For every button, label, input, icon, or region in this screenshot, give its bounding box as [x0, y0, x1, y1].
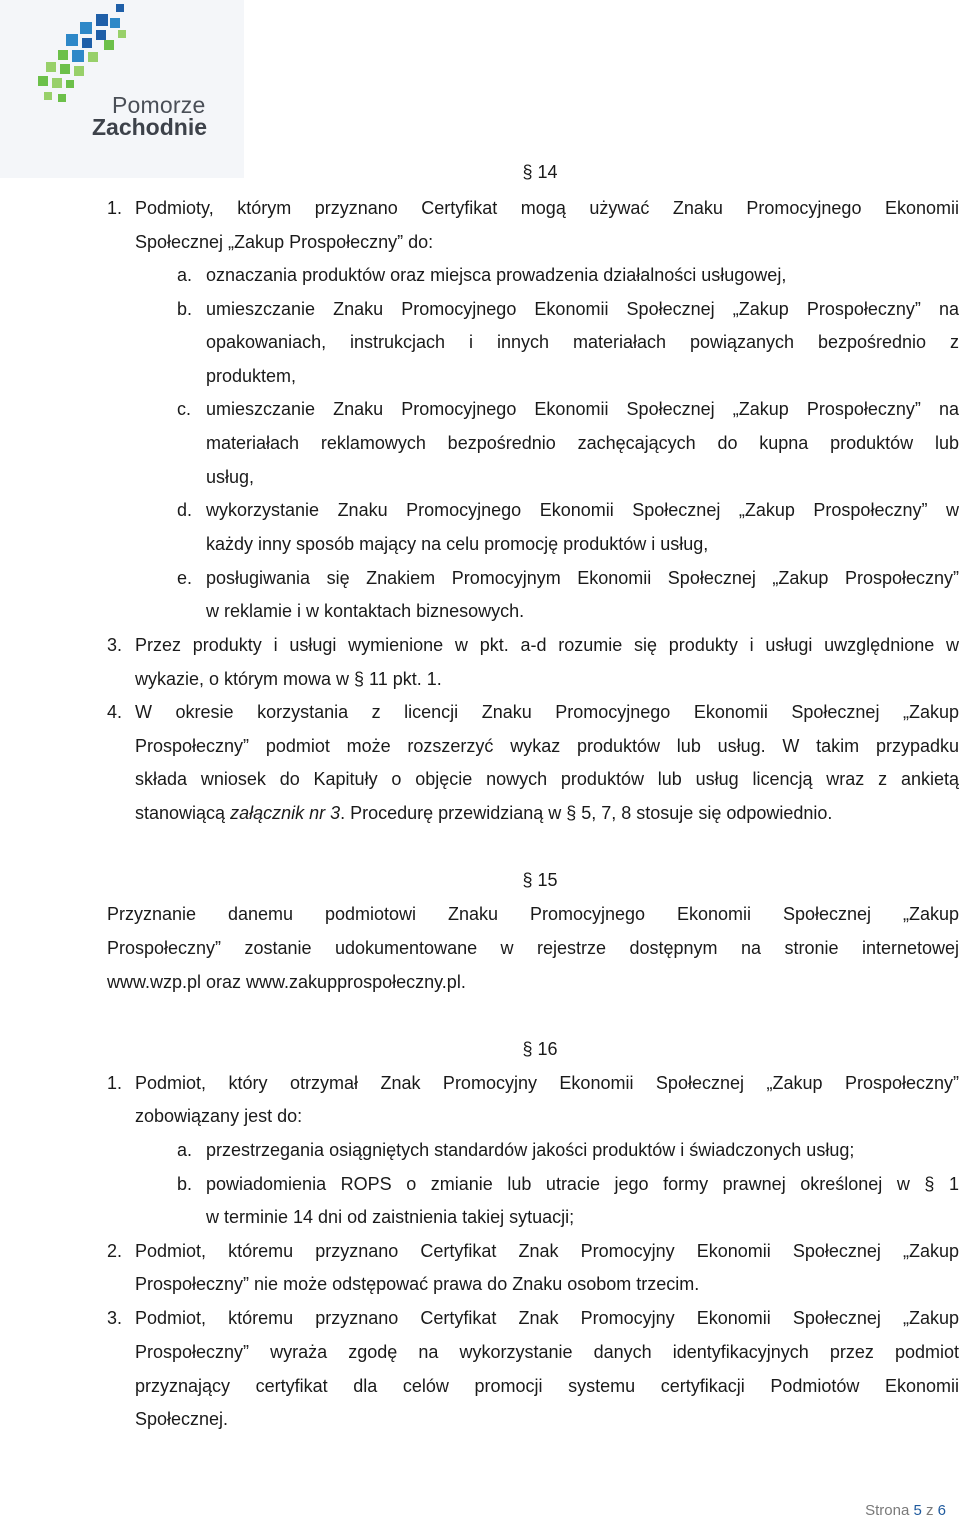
paragraph-line: Prospołeczny” nie może odstępować prawa do Znaku osobom trzecim.: [135, 1274, 700, 1294]
paragraph-line: w reklamie i w kontaktach biznesowych.: [206, 601, 525, 621]
total-pages-number: 6: [937, 1502, 946, 1519]
item-number: 2.: [107, 1241, 123, 1261]
item-number: 3.: [107, 635, 123, 655]
paragraph-line: zobowiązany jest do:: [135, 1106, 303, 1126]
item-letter: a.: [177, 1140, 193, 1160]
paragraph-line: materiałach reklamowych bezpośrednio zachęcających do kupna produktów lub: [206, 433, 959, 453]
paragraph-line: Podmioty, którym przyznano Certyfikat mogą używać Znaku Promocyjnego Ekonomii: [135, 198, 959, 218]
section-15-heading: § 15: [522, 870, 558, 890]
paragraph-line: Prospołeczny” podmiot może rozszerzyć wykaz produktów lub usług. W takim przypadku: [135, 736, 959, 756]
item-number: 4.: [107, 702, 123, 722]
paragraph-line: Podmiot, który otrzymał Znak Promocyjny Ekonomii Społecznej „Zakup Prospołeczny”: [135, 1073, 959, 1093]
item-letter: d.: [177, 500, 193, 520]
item-letter: e.: [177, 568, 193, 588]
paragraph-line: opakowaniach, instrukcjach i innych materiałach powiązanych bezpośrednio z: [206, 332, 959, 352]
paragraph-line: Przez produkty i usługi wymienione w pkt. a-d rozumie się produkty i usługi uwzględnione w: [135, 635, 959, 655]
paragraph-line: [135, 802, 832, 824]
paragraph-line: Prospołeczny” wyraża zgodę na wykorzystanie danych identyfikacyjnych przez podmiot: [135, 1342, 959, 1362]
paragraph-line: oznaczania produktów oraz miejsca prowadzenia działalności usługowej,: [206, 265, 787, 285]
paragraph-line: umieszczanie Znaku Promocyjnego Ekonomii Społecznej „Zakup Prospołeczny” na: [206, 299, 959, 319]
section-16-heading: § 16: [522, 1039, 558, 1059]
paragraph-line: W okresie korzystania z licencji Znaku Promocyjnego Ekonomii Społecznej „Zakup: [135, 702, 959, 722]
item-letter: b.: [177, 1174, 193, 1194]
section-14-heading: § 14: [522, 162, 558, 182]
paragraph-line: usług,: [206, 467, 255, 487]
text-run: stanowiącą: [135, 803, 231, 823]
paragraph-line: posługiwania się Znakiem Promocyjnym Ekonomii Społecznej „Zakup Prospołeczny”: [206, 568, 959, 588]
logo-mark-icon: [0, 0, 244, 178]
text-run: . Procedurę przewidzianą w § 5, 7, 8 stosuje się odpowiednio.: [340, 803, 833, 823]
paragraph-line: składa wniosek do Kapituły o objęcie nowych produktów lub usług licencją wraz z ankietą: [135, 769, 959, 789]
paragraph-line: umieszczanie Znaku Promocyjnego Ekonomii Społecznej „Zakup Prospołeczny” na: [206, 399, 959, 419]
paragraph-line: wykorzystanie Znaku Promocyjnego Ekonomii Społecznej „Zakup Prospołeczny” w: [206, 500, 959, 520]
paragraph-line: Podmiot, któremu przyznano Certyfikat Znak Promocyjny Ekonomii Społecznej „Zakup: [135, 1308, 959, 1328]
footer-separator: z: [921, 1502, 938, 1519]
attachment-reference: załącznik nr 3: [230, 803, 341, 823]
item-number: 3.: [107, 1308, 123, 1328]
paragraph-line: Podmiot, któremu przyznano Certyfikat Znak Promocyjny Ekonomii Społecznej „Zakup: [135, 1241, 959, 1261]
logo-text-line2: Zachodnie: [92, 114, 208, 140]
logo-text-line1: Pomorze: [112, 92, 206, 118]
paragraph-line: www.wzp.pl oraz www.zakupprospołeczny.pl.: [107, 972, 466, 992]
item-number: 1.: [107, 1073, 123, 1093]
item-letter: c.: [177, 399, 192, 419]
paragraph-line: powiadomienia ROPS o zmianie lub utracie jego formy prawnej określonej w § 1: [206, 1174, 959, 1194]
paragraph-line: produktem,: [206, 366, 297, 386]
footer-prefix: Strona: [865, 1502, 914, 1519]
paragraph-line: każdy inny sposób mający na celu promocję produktów i usług,: [206, 534, 709, 554]
item-letter: b.: [177, 299, 193, 319]
item-letter: a.: [177, 265, 193, 285]
paragraph-line: wykazie, o którym mowa w § 11 pkt. 1.: [135, 669, 442, 689]
paragraph-line: Społecznej „Zakup Prospołeczny” do:: [135, 232, 434, 252]
paragraph-line: Społecznej.: [135, 1409, 229, 1429]
paragraph-line: przyznający certyfikat dla celów promocji systemu certyfikacji Podmiotów Ekonomii: [135, 1376, 959, 1396]
logo: [0, 0, 244, 178]
paragraph-line: przestrzegania osiągniętych standardów jakości produktów i świadczonych usług;: [206, 1140, 855, 1160]
current-page-number: 5: [913, 1502, 922, 1519]
page-footer: [865, 1502, 946, 1519]
paragraph-line: Prospołeczny” zostanie udokumentowane w rejestrze dostępnym na stronie internetowej: [107, 938, 959, 958]
item-number: 1.: [107, 198, 123, 218]
paragraph-line: Przyznanie danemu podmiotowi Znaku Promocyjnego Ekonomii Społecznej „Zakup: [107, 904, 959, 924]
paragraph-line: w terminie 14 dni od zaistnienia takiej sytuacji;: [206, 1207, 575, 1227]
